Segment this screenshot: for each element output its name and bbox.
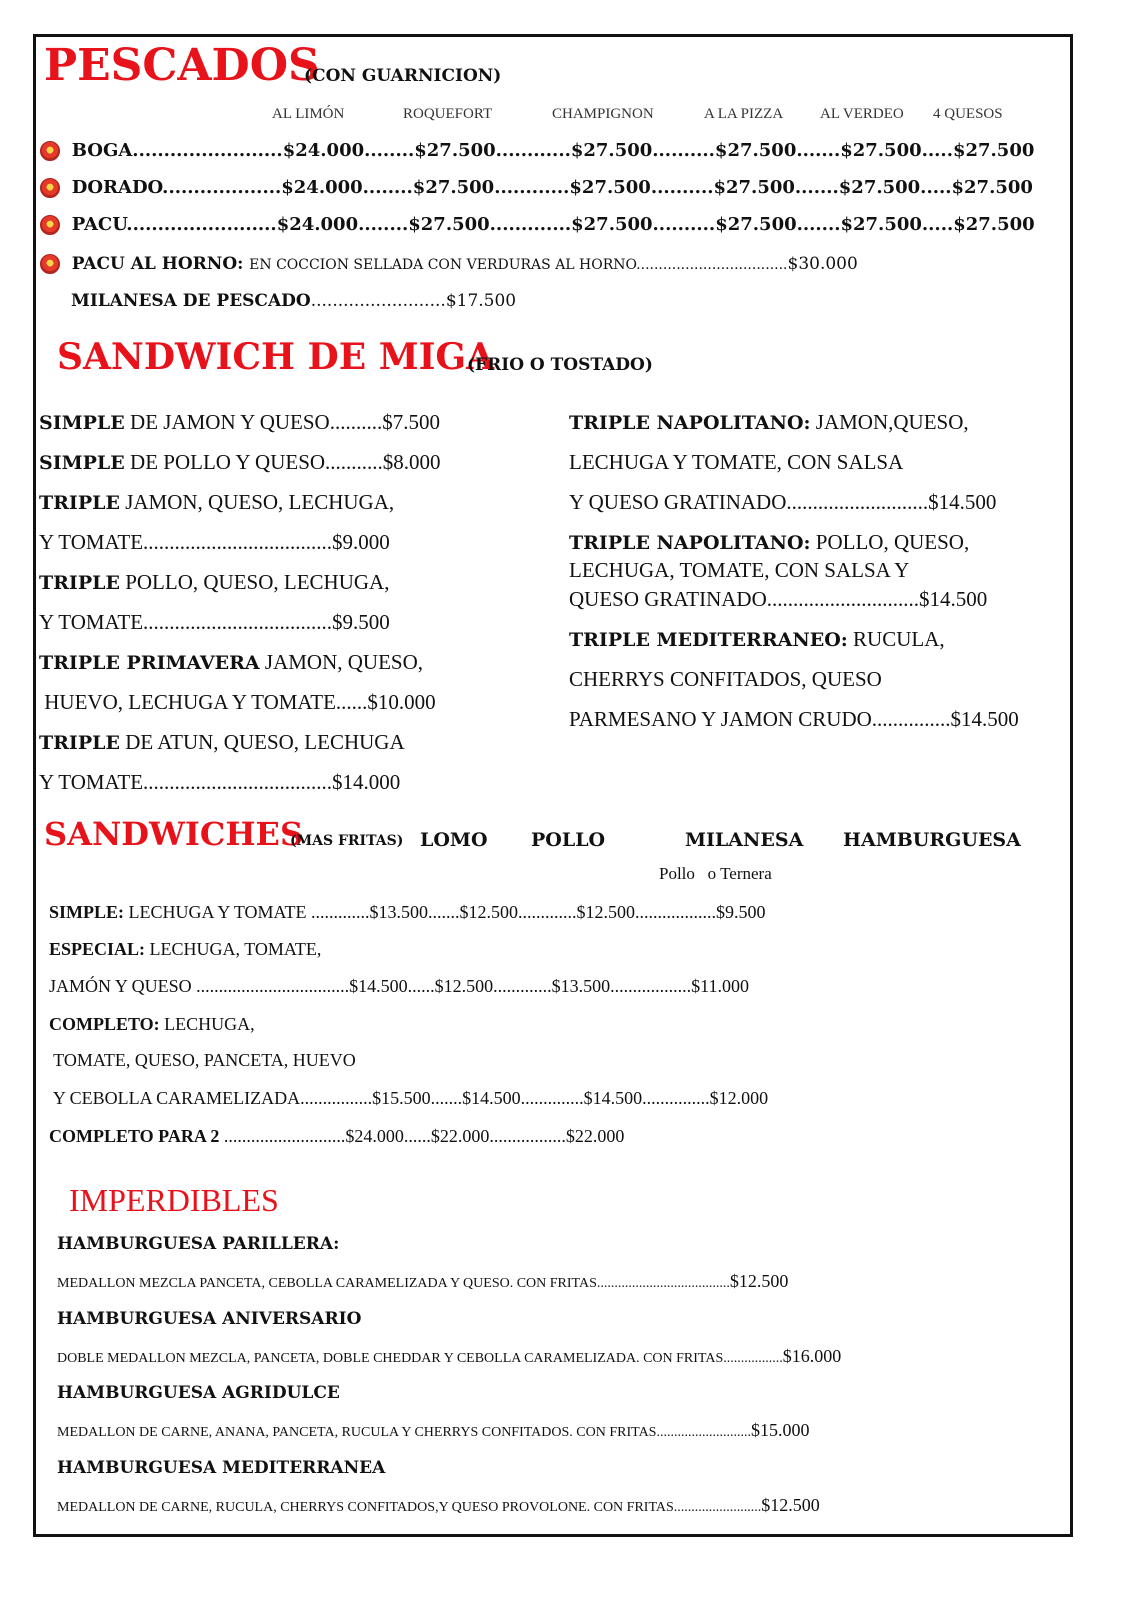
section-subtitle-miga: (FRIO O TOSTADO): [467, 355, 653, 375]
line-text: Y TOMATE....................................$9.500: [39, 610, 390, 634]
item-name: HAMBURGUESA ANIVERSARIO: [57, 1309, 362, 1329]
column-header: ROQUEFORT: [403, 106, 493, 122]
menu-line: [49, 902, 766, 923]
line-text: POLLO, QUESO, LECHUGA,: [119, 570, 390, 594]
dot-leader: .........................: [310, 291, 446, 311]
menu-row: [40, 214, 1035, 235]
item-name: PACU AL HORNO:: [71, 254, 244, 274]
line-text: TOMATE, QUESO, PANCETA, HUEVO: [49, 1050, 356, 1070]
column-header: A LA PIZZA: [704, 106, 784, 122]
item-name: HAMBURGUESA MEDITERRANEA: [57, 1458, 386, 1478]
menu-line: [39, 530, 390, 555]
menu-line: [569, 707, 1019, 732]
item-price: $16.000: [782, 1346, 842, 1366]
line-bold: TRIPLE NAPOLITANO:: [569, 532, 811, 554]
line-bold: COMPLETO PARA 2: [49, 1126, 220, 1146]
menu-line: [569, 490, 996, 515]
line-text: LECHUGA,: [159, 1014, 255, 1034]
column-header: MILANESA: [685, 829, 804, 851]
menu-row-text: PACU........................$24.000........$27.500.............$27.500..........$27.500.......$27.500.....$27.500: [71, 214, 1035, 235]
fish-badge-icon: [40, 178, 60, 198]
line-text: Y TOMATE....................................$14.000: [39, 770, 401, 794]
line-bold: TRIPLE: [39, 572, 120, 594]
line-bold: TRIPLE: [39, 732, 120, 754]
item-name: HAMBURGUESA PARILLERA:: [57, 1234, 340, 1254]
line-bold: SIMPLE:: [49, 902, 125, 922]
menu-line: [39, 650, 423, 675]
menu-line: [569, 627, 945, 652]
fish-badge-icon: [40, 215, 60, 235]
line-text: DE JAMON Y QUESO..........$7.500: [124, 410, 440, 434]
line-bold: TRIPLE MEDITERRANEO:: [569, 629, 848, 651]
line-bold: TRIPLE NAPOLITANO:: [569, 412, 811, 434]
menu-line: [39, 770, 400, 795]
menu-line: [49, 1126, 624, 1147]
line-text: Y QUESO GRATINADO...........................$14.500: [569, 490, 997, 514]
menu-line: [39, 730, 405, 755]
line-text: LECHUGA Y TOMATE .............$13.500.......$12.500.............$12.500..................$9.500: [124, 902, 766, 922]
fish-badge-icon: [40, 141, 60, 161]
menu-row: [40, 140, 1034, 161]
fish-badge-icon: [40, 254, 60, 274]
section-subtitle-sandwiches: (MAS FRITAS): [290, 833, 404, 849]
menu-line: [569, 558, 909, 583]
menu-line: [49, 1014, 255, 1035]
menu-line: [569, 450, 903, 475]
line-text: ...........................$24.000......$22.000.................$22.000: [219, 1126, 625, 1146]
menu-line: [569, 667, 882, 692]
line-text: DE ATUN, QUESO, LECHUGA: [119, 730, 405, 754]
section-title-miga: SANDWICH DE MIGA: [57, 336, 495, 378]
menu-row: [40, 253, 858, 274]
line-bold: SIMPLE: [39, 452, 125, 474]
menu-row-text: DORADO...................$24.000........$27.500............$27.500..........$27.500.......$27.500.....$27.500: [71, 177, 1033, 198]
line-text: CHERRYS CONFITADOS, QUESO: [569, 667, 882, 691]
item-name: HAMBURGUESA AGRIDULCE: [57, 1383, 340, 1403]
section-title-imperdibles: IMPERDIBLES: [69, 1182, 279, 1218]
line-bold: TRIPLE: [39, 492, 120, 514]
line-text: PARMESANO Y JAMON CRUDO...............$14.500: [569, 707, 1019, 731]
menu-line: [49, 1088, 768, 1109]
menu-row: [71, 290, 516, 311]
menu-line: [39, 490, 394, 515]
menu-line: [49, 976, 749, 997]
column-header: LOMO: [420, 829, 488, 851]
item-price: $30.000: [787, 254, 858, 274]
item-detail: [57, 1420, 809, 1441]
column-header: HAMBURGUESA: [843, 829, 1021, 851]
section-title-pescados: PESCADOS: [44, 40, 320, 91]
column-header: CHAMPIGNON: [552, 106, 654, 122]
line-text: RUCULA,: [847, 627, 945, 651]
item-name: MILANESA DE PESCADO: [71, 291, 311, 311]
line-text: LECHUGA, TOMATE, CON SALSA Y: [569, 558, 910, 582]
item-price: $17.500: [445, 291, 517, 311]
line-text: Y CEBOLLA CARAMELIZADA................$15.500.......$14.500..............$14.500...............$12.000: [49, 1088, 769, 1108]
column-header: POLLO: [531, 829, 606, 851]
item-detail: [57, 1495, 820, 1516]
section-subtitle-pescados: (CON GUARNICION): [304, 66, 502, 86]
milanesa-note: Pollo o Ternera: [659, 864, 772, 883]
line-text: LECHUGA, TOMATE,: [145, 939, 322, 959]
line-text: Y TOMATE....................................$9.000: [39, 530, 390, 554]
menu-line: [39, 410, 440, 435]
column-header: AL VERDEO: [820, 106, 904, 122]
menu-line: [39, 610, 390, 635]
menu-line: [49, 1050, 356, 1071]
line-text: JAMON, QUESO,: [259, 650, 424, 674]
line-text: JAMON,QUESO,: [810, 410, 969, 434]
item-detail: [57, 1271, 788, 1292]
line-text: JAMÓN Y QUESO ..................................$14.500......$12.500.............$13.500..................$11.000: [49, 976, 750, 996]
menu-line: [569, 530, 969, 555]
column-header: AL LIMÓN: [272, 106, 345, 122]
menu-line: [569, 410, 969, 435]
line-text: QUESO GRATINADO.............................$14.500: [569, 587, 988, 611]
item-description: EN COCCION SELLADA CON VERDURAS AL HORNO..................................: [249, 257, 788, 273]
menu-line: [569, 587, 987, 612]
item-description: MEDALLON DE CARNE, ANANA, PANCETA, RUCULA Y CHERRYS CONFITADOS. CON FRITAS...........................: [57, 1425, 751, 1440]
line-bold: COMPLETO:: [49, 1014, 160, 1034]
item-description: DOBLE MEDALLON MEZCLA, PANCETA, DOBLE CHEDDAR Y CEBOLLA CARAMELIZADA. CON FRITAS.................: [57, 1351, 783, 1366]
item-description: MEDALLON DE CARNE, RUCULA, CHERRYS CONFITADOS,Y QUESO PROVOLONE. CON FRITAS.........................: [57, 1500, 762, 1515]
item-price: $12.500: [729, 1271, 789, 1291]
line-text: LECHUGA Y TOMATE, CON SALSA: [569, 450, 904, 474]
menu-line: [49, 939, 321, 960]
item-detail: [57, 1346, 841, 1367]
line-bold: SIMPLE: [39, 412, 125, 434]
menu-line: [39, 690, 436, 715]
line-text: DE POLLO Y QUESO...........$8.000: [124, 450, 441, 474]
line-text: HUEVO, LECHUGA Y TOMATE......$10.000: [39, 690, 436, 714]
line-text: JAMON, QUESO, LECHUGA,: [119, 490, 395, 514]
menu-line: [39, 450, 441, 475]
line-bold: ESPECIAL:: [49, 939, 146, 959]
item-description: MEDALLON MEZCLA PANCETA, CEBOLLA CARAMELIZADA Y QUESO. CON FRITAS......................................: [57, 1276, 730, 1291]
menu-row-text: BOGA........................$24.000........$27.500............$27.500..........$27.500.......$27.500.....$27.500: [71, 140, 1035, 161]
section-title-sandwiches: SANDWICHES: [44, 815, 304, 853]
item-price: $12.500: [761, 1495, 820, 1515]
item-price: $15.000: [750, 1420, 810, 1440]
menu-line: [39, 570, 389, 595]
line-text: POLLO, QUESO,: [810, 530, 970, 554]
menu-row: [40, 177, 1033, 198]
line-bold: TRIPLE PRIMAVERA: [39, 652, 260, 674]
column-header: 4 QUESOS: [933, 106, 1003, 122]
